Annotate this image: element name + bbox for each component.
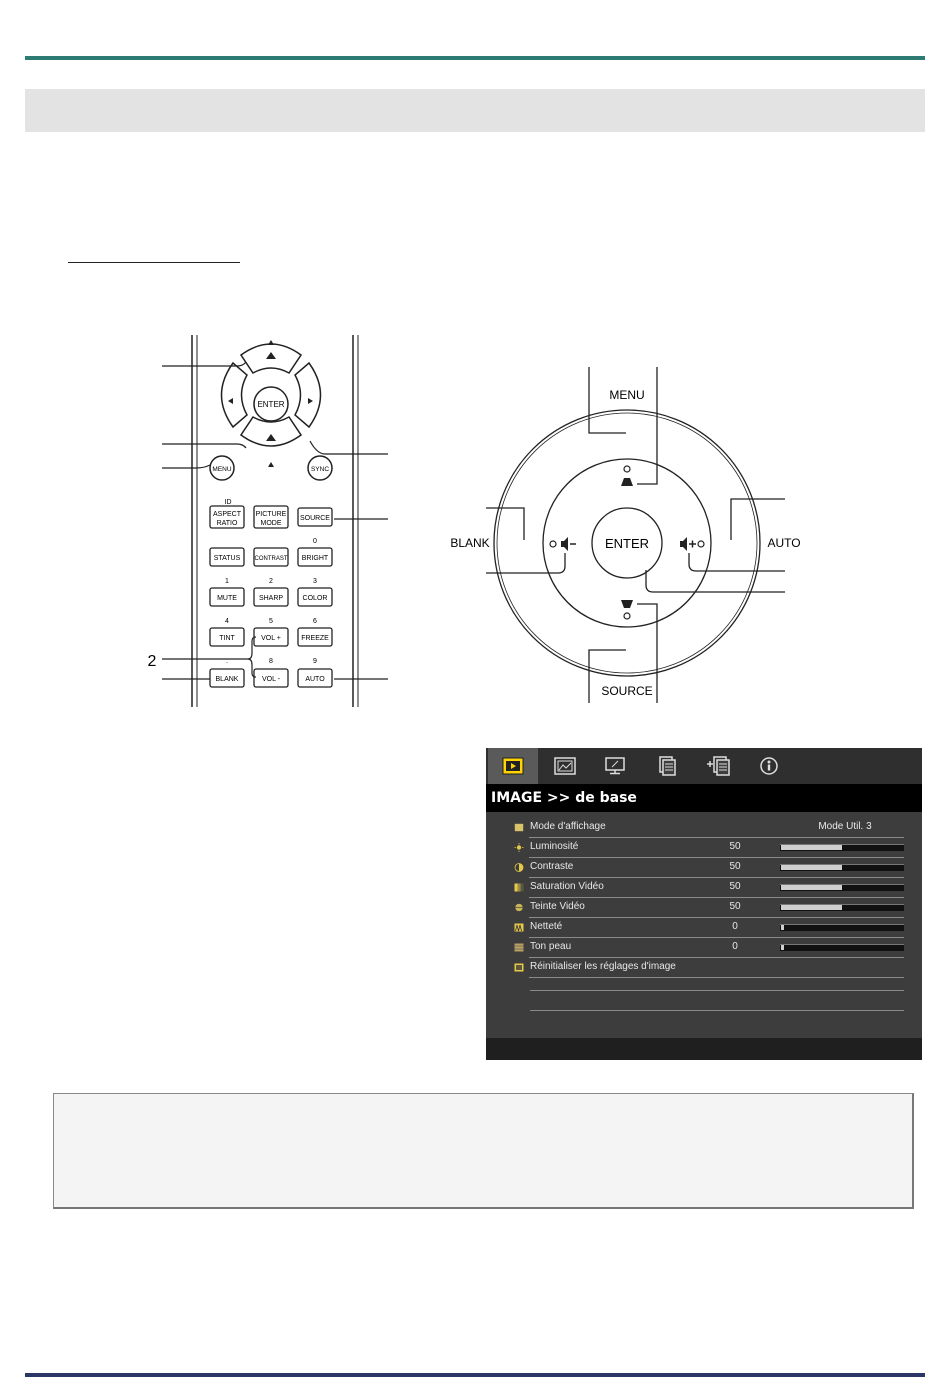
remote-status-label: STATUS bbox=[213, 555, 241, 562]
osd-empty-row-line bbox=[530, 1010, 904, 1011]
remote-aspect-label-2: RATIO bbox=[216, 520, 238, 527]
remote-volplus-label: VOL + bbox=[261, 635, 281, 642]
osd-row-label: Mode d'affichage bbox=[530, 821, 606, 832]
slider-fill bbox=[781, 925, 784, 930]
keypad-enter-label: ENTER bbox=[604, 536, 650, 551]
remote-menu-label: MENU bbox=[212, 466, 232, 473]
remote-picture-label-1: PICTURE bbox=[255, 511, 287, 518]
remote-digit-9: 9 bbox=[313, 658, 317, 665]
osd-row-value: 50 bbox=[729, 841, 741, 852]
osd-row-brightness[interactable] bbox=[512, 838, 904, 858]
display-tab-icon[interactable] bbox=[590, 748, 640, 784]
remote-picture-label-2: MODE bbox=[260, 520, 282, 527]
sharpness-icon bbox=[514, 923, 524, 932]
hue-icon bbox=[514, 903, 524, 912]
remote-source-label: SOURCE bbox=[300, 515, 330, 522]
sharpness-slider[interactable] bbox=[780, 924, 904, 931]
skin-tone-icon bbox=[514, 943, 524, 952]
remote-id-label: ID bbox=[224, 499, 232, 506]
osd-row-value: Mode Util. 3 bbox=[818, 821, 872, 832]
remote-digit-0: 0 bbox=[313, 538, 317, 545]
remote-digit-6: 6 bbox=[313, 618, 317, 625]
advanced-settings-tab-icon[interactable] bbox=[694, 748, 744, 784]
reset-image-icon bbox=[514, 963, 524, 972]
hue-slider[interactable] bbox=[780, 904, 904, 911]
slider-fill bbox=[781, 905, 842, 910]
osd-row-value: 50 bbox=[729, 861, 741, 872]
osd-row-saturation[interactable] bbox=[512, 878, 904, 898]
osd-row-value: 0 bbox=[732, 921, 738, 932]
settings-tab-icon[interactable] bbox=[642, 748, 692, 784]
remote-digit-4: 4 bbox=[225, 618, 229, 625]
brightness-slider[interactable] bbox=[780, 844, 904, 851]
contrast-slider[interactable] bbox=[780, 864, 904, 871]
osd-row-separator bbox=[529, 977, 904, 978]
slider-fill bbox=[781, 945, 784, 950]
remote-color-label: COLOR bbox=[302, 595, 328, 602]
saturation-icon bbox=[514, 883, 524, 892]
remote-volminus-label: VOL - bbox=[261, 676, 281, 683]
osd-row-hue[interactable] bbox=[512, 898, 904, 918]
footer-rule bbox=[25, 1373, 925, 1377]
osd-row-label: Réinitialiser les réglages d'image bbox=[530, 961, 676, 972]
remote-auto-label: AUTO bbox=[305, 676, 325, 683]
osd-row-value: 50 bbox=[729, 881, 741, 892]
osd-row-value: 0 bbox=[732, 941, 738, 952]
slider-fill bbox=[781, 845, 842, 850]
remote-freeze-label: FREEZE bbox=[301, 635, 329, 642]
remote-digit-5: 5 bbox=[269, 618, 273, 625]
remote-sync-label: SYNC bbox=[310, 466, 330, 473]
remote-digit-2: 2 bbox=[269, 578, 273, 585]
osd-empty-row-line bbox=[530, 990, 904, 991]
brightness-icon bbox=[514, 843, 524, 852]
note-box bbox=[53, 1093, 914, 1209]
keypad-blank-label: BLANK bbox=[450, 536, 490, 550]
remote-contrast-label: CONTRAST bbox=[254, 556, 288, 562]
advanced-image-tab-icon[interactable] bbox=[540, 748, 590, 784]
osd-row-contrast[interactable] bbox=[512, 858, 904, 878]
osd-row-label: Contraste bbox=[530, 861, 574, 872]
subheading-underline bbox=[68, 262, 240, 263]
info-tab-icon[interactable] bbox=[744, 748, 794, 784]
remote-tint-label: TINT bbox=[219, 635, 235, 642]
osd-row-label: Teinte Vidéo bbox=[530, 901, 585, 912]
skin-tone-slider[interactable] bbox=[780, 944, 904, 951]
section-title-band bbox=[25, 89, 925, 132]
remote-digit-dot: . bbox=[226, 658, 228, 665]
keypad-source-label: SOURCE bbox=[601, 684, 653, 698]
keypad-auto-label: AUTO bbox=[767, 536, 801, 550]
remote-control-diagram bbox=[140, 335, 390, 707]
osd-row-sharpness[interactable] bbox=[512, 918, 904, 938]
projector-keypad-diagram bbox=[440, 365, 810, 707]
osd-row-value: 50 bbox=[729, 901, 741, 912]
keypad-menu-label: MENU bbox=[609, 388, 645, 402]
osd-footer-bar bbox=[486, 1038, 922, 1060]
osd-row-label: Saturation Vidéo bbox=[530, 881, 604, 892]
slider-fill bbox=[781, 885, 842, 890]
remote-sharp-label: SHARP bbox=[258, 595, 284, 602]
osd-menu-title: IMAGE >> de base bbox=[486, 784, 922, 812]
remote-bright-label: BRIGHT bbox=[301, 555, 329, 562]
remote-aspect-label-1: ASPECT bbox=[212, 511, 242, 518]
remote-digit-1: 1 bbox=[225, 578, 229, 585]
osd-row-display-mode[interactable] bbox=[512, 818, 904, 838]
remote-callout-2: 2 bbox=[147, 653, 157, 670]
osd-row-label: Ton peau bbox=[530, 941, 572, 952]
display-mode-icon bbox=[514, 823, 524, 832]
slider-fill bbox=[781, 865, 842, 870]
osd-row-label: Netteté bbox=[530, 921, 563, 932]
saturation-slider[interactable] bbox=[780, 884, 904, 891]
remote-enter-label: ENTER bbox=[257, 400, 285, 409]
remote-blank-label: BLANK bbox=[215, 676, 239, 683]
remote-digit-8: 8 bbox=[269, 658, 273, 665]
remote-digit-3: 3 bbox=[313, 578, 317, 585]
osd-image-menu bbox=[486, 748, 922, 1060]
osd-row-skin-tone[interactable] bbox=[512, 938, 904, 958]
osd-row-reset-image[interactable] bbox=[512, 958, 904, 978]
remote-mute-label: MUTE bbox=[217, 595, 237, 602]
image-tab-icon[interactable] bbox=[488, 748, 538, 784]
header-rule bbox=[25, 56, 925, 60]
osd-row-label: Luminosité bbox=[530, 841, 579, 852]
contrast-icon bbox=[514, 863, 524, 872]
osd-tab-bar bbox=[486, 748, 922, 784]
